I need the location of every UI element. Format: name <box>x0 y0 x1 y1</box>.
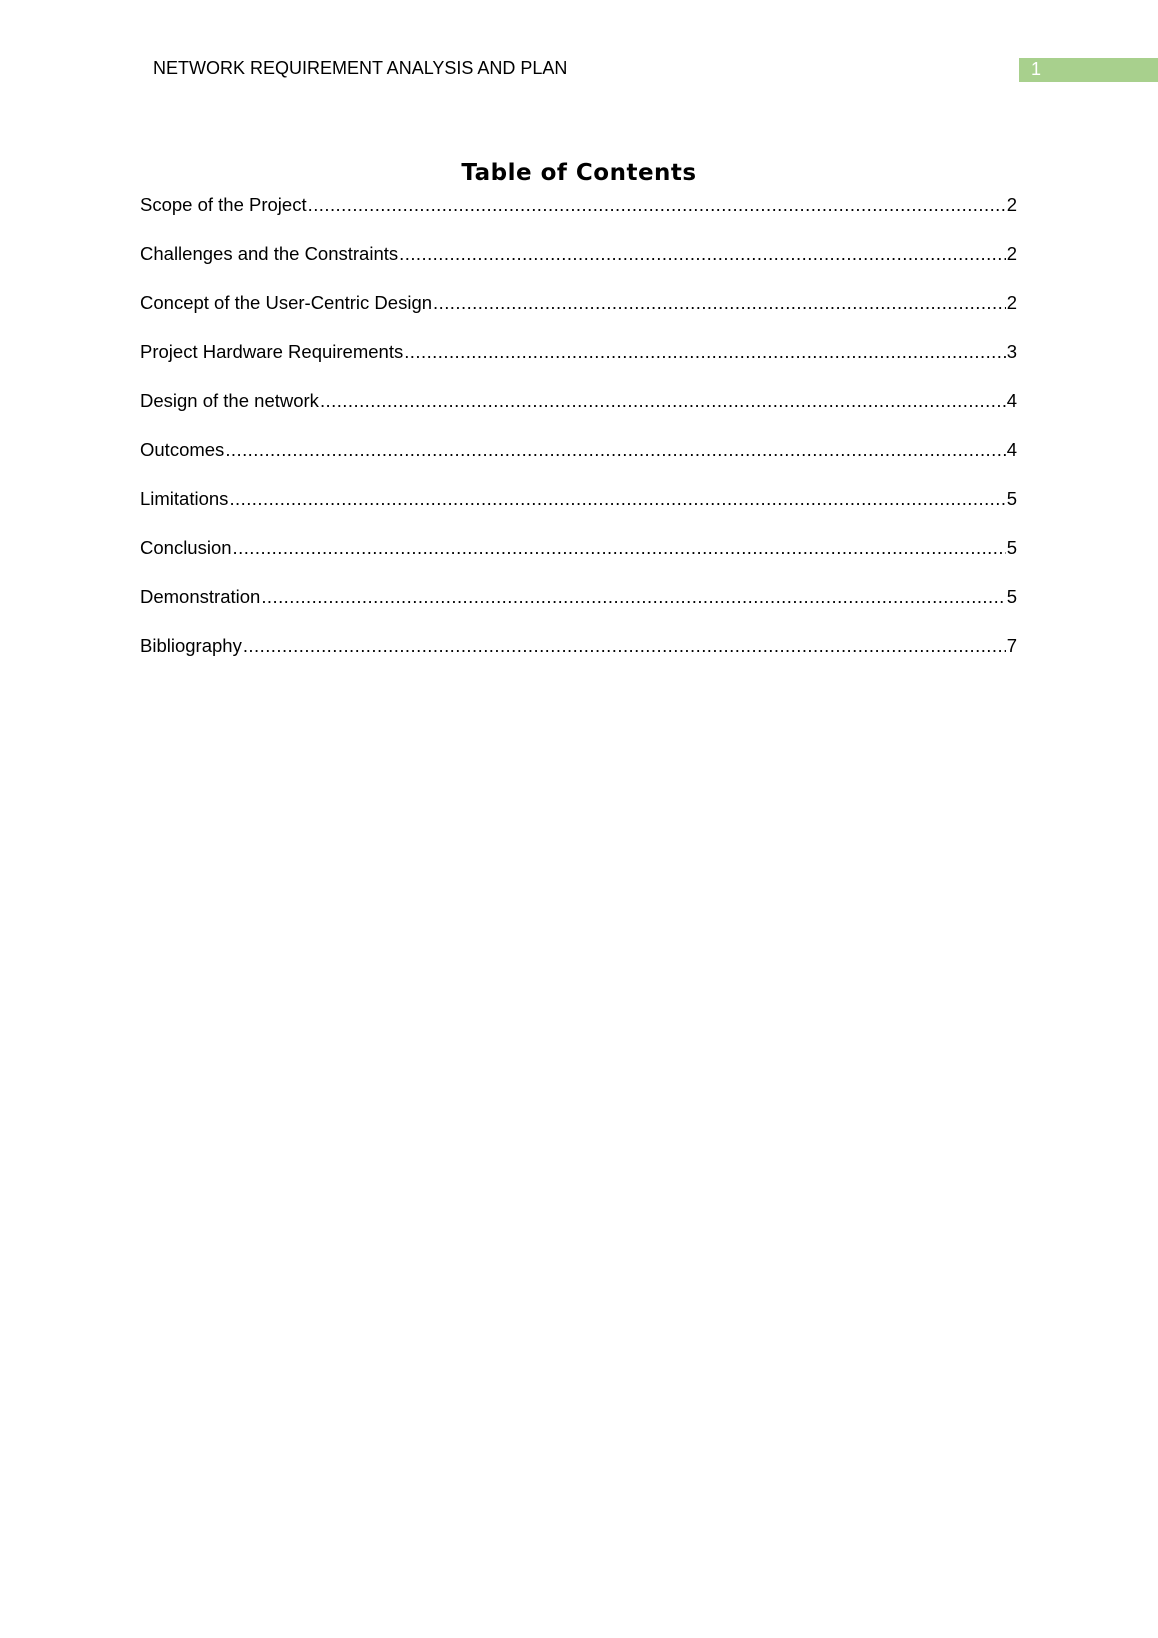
toc-dot-leader <box>433 292 1006 314</box>
toc-heading: Table of Contents <box>461 160 697 186</box>
page-number: 1 <box>1031 59 1042 79</box>
toc-entry-page: 2 <box>1006 292 1017 313</box>
toc-entry-outcomes[interactable] <box>140 439 1017 488</box>
toc-entry-conclusion[interactable] <box>140 537 1017 586</box>
toc-dot-leader <box>308 194 1006 216</box>
toc-entry-page: 2 <box>1006 194 1017 215</box>
toc-dot-leader <box>233 537 1006 559</box>
toc-entry-page: 4 <box>1006 390 1017 411</box>
toc-entry-label: Challenges and the Constraints <box>140 243 399 264</box>
toc-entry-page: 4 <box>1006 439 1017 460</box>
toc-dot-leader <box>399 243 1006 265</box>
toc-entry-page: 3 <box>1006 341 1017 362</box>
page-number-box <box>1019 58 1158 82</box>
toc-entry-user-centric-design[interactable] <box>140 292 1017 341</box>
toc-entry-demonstration[interactable] <box>140 586 1017 635</box>
table-of-contents <box>140 194 1017 684</box>
toc-entry-page: 5 <box>1006 586 1017 607</box>
toc-entry-label: Bibliography <box>140 635 242 656</box>
toc-entry-scope[interactable] <box>140 194 1017 243</box>
toc-entry-page: 5 <box>1006 537 1017 558</box>
toc-entry-label: Conclusion <box>140 537 232 558</box>
toc-entry-label: Limitations <box>140 488 229 509</box>
running-header-title: NETWORK REQUIREMENT ANALYSIS AND PLAN <box>153 58 568 78</box>
toc-entry-page: 5 <box>1006 488 1017 509</box>
toc-entry-label: Concept of the User-Centric Design <box>140 292 433 313</box>
toc-entry-label: Outcomes <box>140 439 225 460</box>
toc-entry-label: Project Hardware Requirements <box>140 341 404 362</box>
toc-dot-leader <box>229 488 1005 510</box>
toc-entry-page: 2 <box>1006 243 1017 264</box>
toc-entry-limitations[interactable] <box>140 488 1017 537</box>
toc-entry-label: Scope of the Project <box>140 194 307 215</box>
toc-dot-leader <box>320 390 1006 412</box>
toc-entry-page: 7 <box>1006 635 1017 656</box>
toc-entry-bibliography[interactable] <box>140 635 1017 684</box>
toc-entry-network-design[interactable] <box>140 390 1017 439</box>
toc-dot-leader <box>404 341 1005 363</box>
toc-dot-leader <box>261 586 1005 608</box>
toc-entry-hardware-requirements[interactable] <box>140 341 1017 390</box>
toc-dot-leader <box>225 439 1005 461</box>
toc-dot-leader <box>243 635 1006 657</box>
toc-entry-label: Demonstration <box>140 586 261 607</box>
toc-entry-challenges[interactable] <box>140 243 1017 292</box>
toc-entry-label: Design of the network <box>140 390 319 411</box>
